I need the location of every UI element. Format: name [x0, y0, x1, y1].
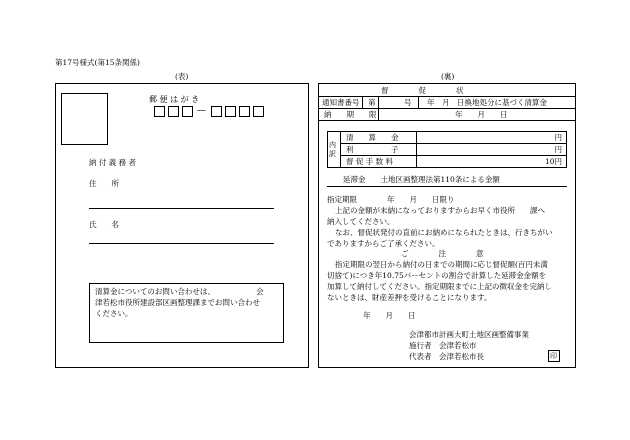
form-number: 第17号様式(第15条関係): [55, 58, 140, 67]
go-label: 号: [404, 98, 412, 107]
body-3: なお、督促状発付の直前にお納めになられたときは、行きちがい: [335, 228, 553, 237]
body-2: 納入してください。: [327, 217, 395, 226]
back-panel: [318, 83, 576, 368]
name-label: 氏 名: [89, 220, 119, 229]
deadline-line: 指定期限 年 月 日限り: [327, 195, 455, 204]
notice-title: ご 注 意: [401, 249, 484, 258]
address-line-1: [89, 208, 274, 209]
notice-no-label: 通知書番号: [322, 98, 360, 107]
contact-text-1: 清算金についてのお問い合わせは、 会: [95, 287, 264, 296]
row-unit-interest: 円: [554, 145, 562, 154]
back-label: (裏): [441, 72, 455, 81]
row-label-interest: 利 子: [346, 145, 399, 154]
contact-box: [89, 283, 284, 343]
contact-text-2: 津若松市役所建設部区画整理課までお問い合わせ: [95, 298, 260, 307]
address-label: 住 所: [89, 179, 119, 188]
notice-4: ないときは、財産差押を受けることになります。: [327, 293, 492, 302]
late-fee-text: 延滞金 土地区画整理法第110条による金額: [343, 175, 500, 184]
payer-label: 納 付 義 務 者: [89, 158, 137, 167]
notice-2: 切捨て)につき年10.75パーセントの割合で計算した延滞金金額を: [327, 271, 547, 280]
row-label-settlement: 清 算 金: [346, 133, 399, 142]
issuer-1: 会津都市計画大町土地区画整備事業: [409, 330, 529, 339]
name-line: [89, 243, 274, 244]
dai-label: 第: [368, 98, 376, 107]
postal-dash: —: [197, 106, 206, 116]
issuer-3: 代表者 会津若松市長: [409, 352, 484, 361]
body-4: でありますからご了承ください。: [327, 239, 440, 248]
row-unit-fee: 10円: [544, 157, 562, 166]
stamp-box: [61, 93, 108, 145]
title: 督 促 状: [381, 86, 464, 95]
due-date: 年 月 日: [455, 110, 508, 119]
body-1: 上記の金額が未納になっておりますからお早く市役所 課へ: [335, 206, 545, 215]
due-label: 納 期 限: [324, 110, 377, 119]
row-unit-settlement: 円: [554, 133, 562, 142]
date-line: 年 月 日: [363, 311, 416, 320]
postcard-label: 郵 便 は が き: [149, 95, 200, 104]
row-label-fee: 督 促 手 数 料: [346, 157, 394, 166]
breakdown-table: [327, 131, 567, 168]
front-panel: [55, 83, 309, 368]
issuer-2: 施行者 会津若松市: [409, 341, 477, 350]
notice-1: 指定期限の翌日から納付の日までの期間に応じ督促額(百円未満: [335, 260, 548, 269]
seal-box: [548, 350, 560, 362]
ymd-text: 年 月 日換地処分に基づく清算金: [427, 98, 547, 107]
seal-mark: 印: [550, 352, 557, 360]
contact-text-3: ください。: [95, 309, 133, 318]
notice-3: 加算して納付してください。指定期限までに上記の徴収金を完納し: [327, 282, 552, 291]
front-label: (表): [175, 72, 189, 81]
breakdown-label: 内訳: [329, 141, 336, 158]
